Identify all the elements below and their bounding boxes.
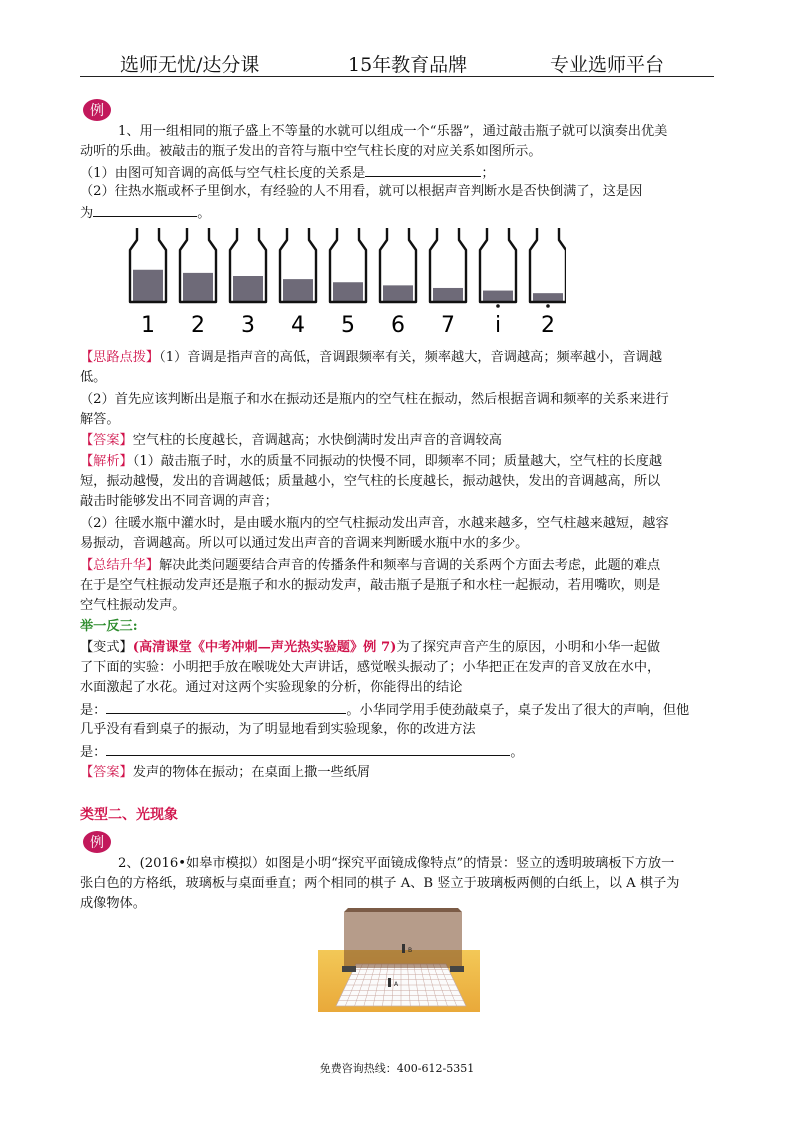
bottle-water bbox=[133, 270, 163, 302]
q2-line3: 成像物体。 bbox=[80, 896, 146, 911]
mirror-experiment-figure bbox=[318, 906, 480, 1012]
plate-stand-right bbox=[450, 966, 464, 972]
label-b: B bbox=[408, 947, 413, 954]
bottle-water bbox=[283, 279, 313, 302]
explain-line5: 易振动，音调越高。所以可以通过发出声音的音调来判断暖水瓶中水的多少。 bbox=[80, 536, 529, 551]
bottle bbox=[480, 228, 516, 338]
summary-line1: 【总结升华】解决此类问题要结合声音的传播条件和频率与音调的关系两个方面去考虑，此题的难点 bbox=[80, 558, 661, 573]
answer1: 【答案】空气柱的长度越长，音调越高；水快倒满时发出声音的音调较高 bbox=[80, 433, 502, 448]
variant-line2: 了下面的实验：小明把手放在喉咙处大声讲话，感觉喉头振动了；小华把正在发声的音叉放在水中， bbox=[80, 660, 661, 675]
chess-piece-a bbox=[388, 978, 391, 987]
variant-line5: 几乎没有看到桌子的振动，为了明显地看到实验现象，你的改进方法 bbox=[80, 722, 476, 737]
plate-stand-left bbox=[342, 966, 356, 972]
header-left: 选师无忧/达分课 bbox=[120, 54, 260, 76]
bottle-water bbox=[533, 293, 563, 302]
note-dot bbox=[546, 304, 550, 308]
explain-tag: 【解析】 bbox=[80, 454, 133, 469]
q1-line5: 为 。 bbox=[80, 202, 720, 224]
note-label: 3 bbox=[241, 313, 255, 338]
bottle-water bbox=[433, 288, 463, 302]
q1-line3: （1）由图可知音调的高低与空气柱长度的关系是 ； bbox=[80, 162, 720, 184]
bottle-water bbox=[483, 291, 513, 302]
answer-blank[interactable] bbox=[106, 741, 510, 756]
bottle bbox=[130, 228, 166, 338]
bottle bbox=[530, 228, 566, 338]
footer-hotline: 免费咨询热线：400-612-5351 bbox=[319, 1062, 475, 1075]
analysis-line2: 低。 bbox=[80, 370, 107, 385]
bottle bbox=[280, 228, 316, 338]
practice-title: 举一反三: bbox=[80, 619, 138, 634]
label-a: A bbox=[394, 981, 399, 988]
q2-line2: 张白色的方格纸，玻璃板与桌面垂直；两个相同的棋子 A、B 竖立于玻璃板两侧的白纸上，以 A 棋子为 bbox=[80, 876, 680, 891]
glass-plate bbox=[344, 912, 462, 968]
bottle-outline bbox=[530, 228, 566, 302]
bottle bbox=[430, 228, 466, 338]
chess-piece-b bbox=[402, 944, 405, 953]
q1-line2: 动听的乐曲。被敲击的瓶子发出的音符与瓶中空气柱长度的对应关系如图所示。 bbox=[80, 144, 542, 159]
variant-line3: 水面激起了水花。通过对这两个实验现象的分析，你能得出的结论 bbox=[80, 680, 463, 695]
q1-line4: （2）往热水瓶或杯子里倒水，有经验的人不用看，就可以根据声音判断水是否快倒满了，这是因 bbox=[80, 184, 643, 199]
header-center: 15年教育品牌 bbox=[348, 54, 468, 76]
note-dot bbox=[496, 304, 500, 308]
variant-line4: 是： 。小华同学用手使劲敲桌子，桌子发出了很大的声响，但他 bbox=[80, 699, 720, 721]
answer-tag: 【答案】 bbox=[80, 765, 133, 780]
answer2: 【答案】发声的物体在振动；在桌面上撒一些纸屑 bbox=[80, 765, 371, 780]
analysis-line4: 解答。 bbox=[80, 412, 120, 427]
bottle bbox=[180, 228, 216, 338]
bottle bbox=[380, 228, 416, 338]
example-badge-icon bbox=[82, 98, 112, 122]
note-label: 2 bbox=[191, 313, 205, 338]
note-label: 5 bbox=[341, 313, 355, 338]
section-title: 类型二、光现象 bbox=[80, 807, 178, 823]
example-badge-text: 例 bbox=[90, 835, 104, 851]
note-label: 4 bbox=[291, 313, 305, 338]
analysis-tag: 【思路点拨】 bbox=[80, 350, 160, 365]
q1-line1: 1、用一组相同的瓶子盛上不等量的水就可以组成一个“乐器”，通过敲击瓶子就可以演奏出优美 bbox=[118, 124, 668, 139]
note-label: 2 bbox=[541, 313, 555, 338]
answer-blank[interactable] bbox=[93, 202, 197, 217]
variant-source: (高清课堂《中考冲刺—声光热实验题》例 7) bbox=[132, 640, 397, 655]
explain-line1: 【解析】（1）敲击瓶子时，水的质量不同振动的快慢不同，即频率不同；质量越大，空气柱的长度越 bbox=[80, 454, 663, 469]
note-label: i bbox=[494, 313, 502, 338]
variant-line1: 【变式】(高清课堂《中考冲刺—声光热实验题》例 7)为了探究声音产生的原因，小明和小华一起做 bbox=[80, 640, 661, 655]
answer-blank[interactable] bbox=[106, 699, 346, 714]
answer-tag: 【答案】 bbox=[80, 433, 133, 448]
bottle-water bbox=[383, 285, 413, 302]
bottle-water bbox=[333, 282, 363, 302]
analysis-line1: 【思路点拨】（1）音调是指声音的高低，音调跟频率有关，频率越大，音调越高；频率越小，音调越 bbox=[80, 350, 663, 365]
example-badge-icon bbox=[82, 830, 112, 854]
summary-line3: 空气柱振动发声。 bbox=[80, 598, 186, 613]
bottle-water bbox=[233, 276, 263, 302]
variant-tag: 【变式】 bbox=[80, 640, 133, 655]
bottle bbox=[330, 228, 366, 338]
bottles-figure bbox=[126, 222, 566, 340]
variant-line6: 是： 。 bbox=[80, 741, 720, 763]
note-label: 1 bbox=[141, 313, 155, 338]
answer-blank[interactable] bbox=[365, 162, 481, 177]
bottle bbox=[230, 228, 266, 338]
analysis-line3: （2）首先应该判断出是瓶子和水在振动还是瓶内的空气柱在振动，然后根据音调和频率的关系来进行 bbox=[80, 392, 669, 407]
explain-line3: 敲击时能够发出不同音调的声音； bbox=[80, 494, 278, 509]
header-right: 专业选师平台 bbox=[550, 54, 665, 76]
page-header bbox=[80, 48, 714, 77]
explain-line2: 短，振动越慢，发出的音调越低；质量越小，空气柱的长度越长，振动越快，发出的音调越高，所以 bbox=[80, 474, 661, 489]
example-badge-text: 例 bbox=[90, 103, 104, 119]
q2-line1: 2、(2016•如皋市模拟）如图是小明“探究平面镜成像特点”的情景：竖立的透明玻璃板下方放一 bbox=[118, 856, 675, 871]
note-label: 7 bbox=[441, 313, 455, 338]
summary-tag: 【总结升华】 bbox=[80, 558, 160, 573]
note-label: 6 bbox=[391, 313, 405, 338]
bottle-water bbox=[183, 273, 213, 302]
explain-line4: （2）往暖水瓶中灌水时，是由暖水瓶内的空气柱振动发出声音，水越来越多，空气柱越来越短，越容 bbox=[80, 516, 669, 531]
summary-line2: 在于是空气柱振动发声还是瓶子和水的振动发声，敲击瓶子是瓶子和水柱一起振动，若用嘴吹，则是 bbox=[80, 578, 661, 593]
